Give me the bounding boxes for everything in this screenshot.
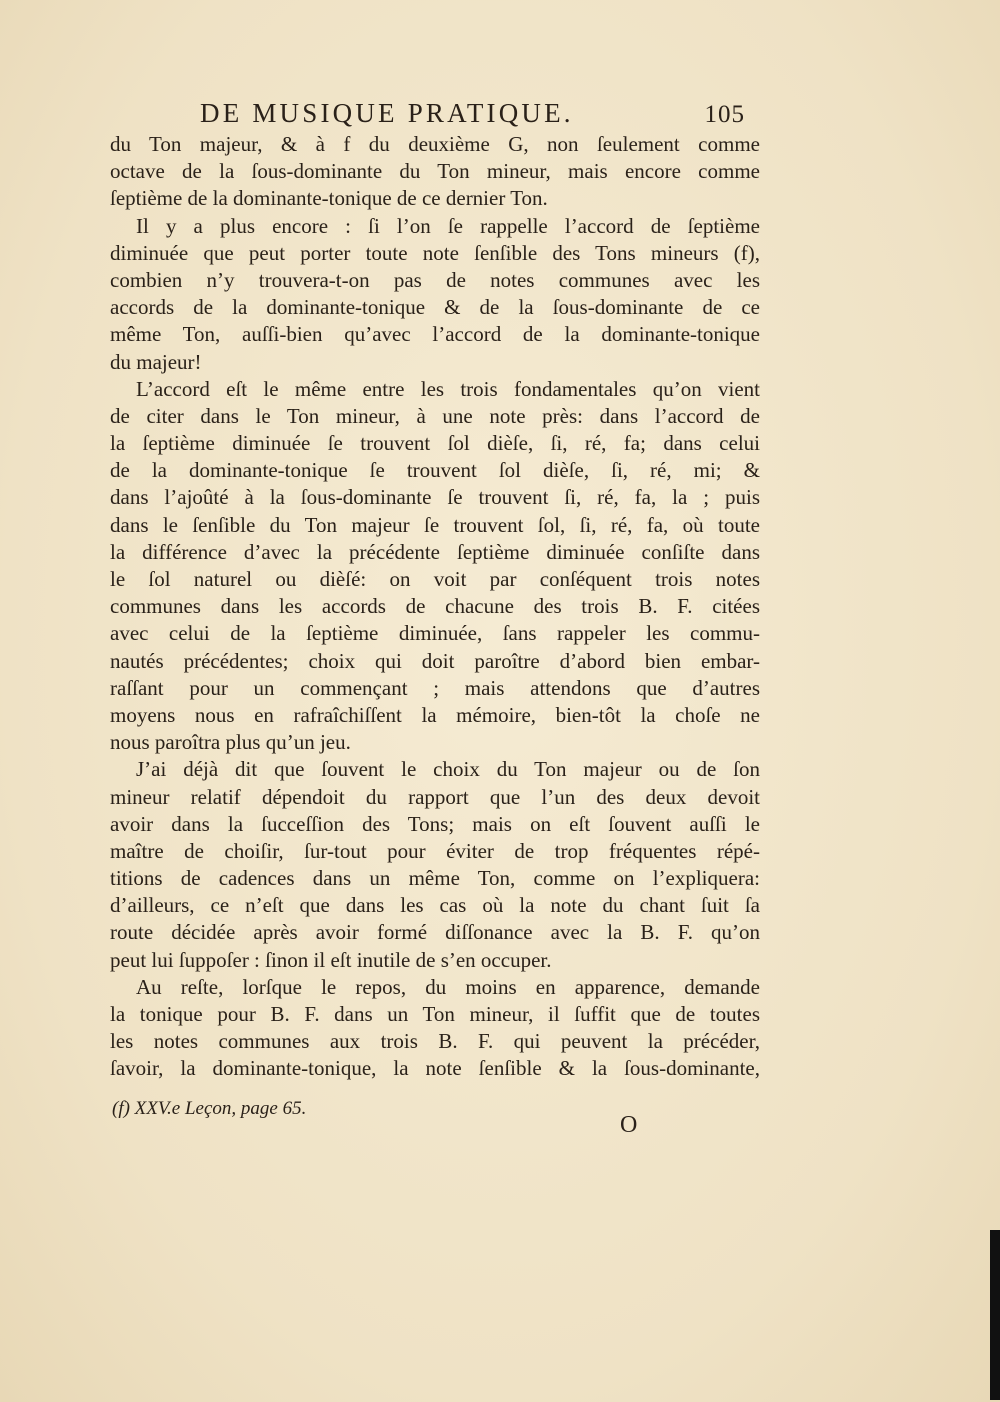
text-line: les notes communes aux trois B. F. qui peuvent la précéder, [110,1029,760,1054]
body-text [110,131,760,1083]
text-line: moyens nous en rafraîchiſſent la mémoire, bien-tôt la choſe ne [110,702,760,727]
text-line: Au reſte, lorſque le repos, du moins en apparence, demande [136,974,760,999]
text-line: mineur relatif dépendoit du rapport que l’un des deux devoit [110,784,760,809]
text-line: de citer dans le Ton mineur, à une note près: dans l’accord de [110,403,760,428]
text-line: même Ton, auſſi-bien qu’avec l’accord de la dominante-tonique [110,322,760,347]
text-line: d’ailleurs, ce n’eſt que dans les cas où la note du chant ſuit ſa [110,893,760,918]
text-line: du Ton majeur, & à f du deuxième G, non ſeulement comme [110,132,760,156]
text-line: titions de cadences dans un même Ton, comme on l’expliquera: [110,866,760,891]
text-line: nous paroîtra plus qu’un jeu. [110,730,351,755]
text-line: de la dominante-tonique ſe trouvent ſol dièſe, ſi, ré, mi; & [110,458,760,483]
page-number: 105 [704,101,745,128]
text-line: la différence d’avec la précédente ſeptième diminuée conſiſte dans [110,539,760,564]
text-line: dans le ſenſible du Ton majeur ſe trouvent ſol, ſi, ré, fa, où toute [110,512,760,537]
text-line: la ſeptième diminuée ſe trouvent ſol dièſe, ſi, ré, fa; dans celui [110,431,760,456]
text-line: combien n’y trouvera-t-on pas de notes communes avec les [110,267,760,292]
text-line: la tonique pour B. F. dans un Ton mineur, il ſuffit que de toutes [110,1002,760,1026]
text-line: octave de la ſous-dominante du Ton mineur, mais encore comme [110,159,760,184]
text-line: nautés précédentes; choix qui doit paroître d’abord bien embar- [110,648,760,673]
text-line: ſeptième de la dominante-tonique de ce dernier Ton. [110,186,548,211]
text-line: du majeur! [110,349,202,374]
text-line: dans l’ajoûté à la ſous-dominante ſe trouvent ſi, ré, fa, la ; puis [110,485,760,510]
text-line: avec celui de la ſeptième diminuée, ſans rappeler les commu- [110,621,760,646]
text-line: avoir dans la ſucceſſion des Tons; mais on eſt ſouvent auſſi le [110,811,760,836]
text-line: peut lui ſuppoſer : ſinon il eſt inutile de s’en occuper. [110,947,552,972]
text-line: Il y a plus encore : ſi l’on ſe rappelle l’accord de ſeptième [136,213,760,238]
text-line: diminuée que peut porter toute note ſenſible des Tons mineurs (f), [110,240,760,265]
text-line: accords de la dominante-tonique & de la ſous-dominante de ce [110,295,760,320]
signature-mark: O [620,1112,638,1138]
footnote: (f) XXV.e Leçon, page 65. [112,1098,307,1119]
text-line: maître de choiſir, ſur-tout pour éviter de trop fréquentes répé- [110,838,760,863]
text-line: raſſant pour un commençant ; mais attendons que d’autres [110,675,760,700]
text-line: ſavoir, la dominante-tonique, la note ſenſible & la ſous-dominante, [110,1056,760,1081]
text-line: route décidée après avoir formé diſſonance avec la B. F. qu’on [110,920,760,945]
text-line: L’accord eſt le même entre les trois fondamentales qu’on vient [136,376,760,401]
text-line: communes dans les accords de chacune des trois B. F. citées [110,594,760,619]
text-line: le ſol naturel ou dièſé: on voit par conſéquent trois notes [110,567,760,591]
text-line: J’ai déjà dit que ſouvent le choix du Ton majeur ou de ſon [136,757,760,782]
running-title: DE MUSIQUE PRATIQUE. [200,98,574,128]
scan-edge-mark [990,1230,1000,1400]
